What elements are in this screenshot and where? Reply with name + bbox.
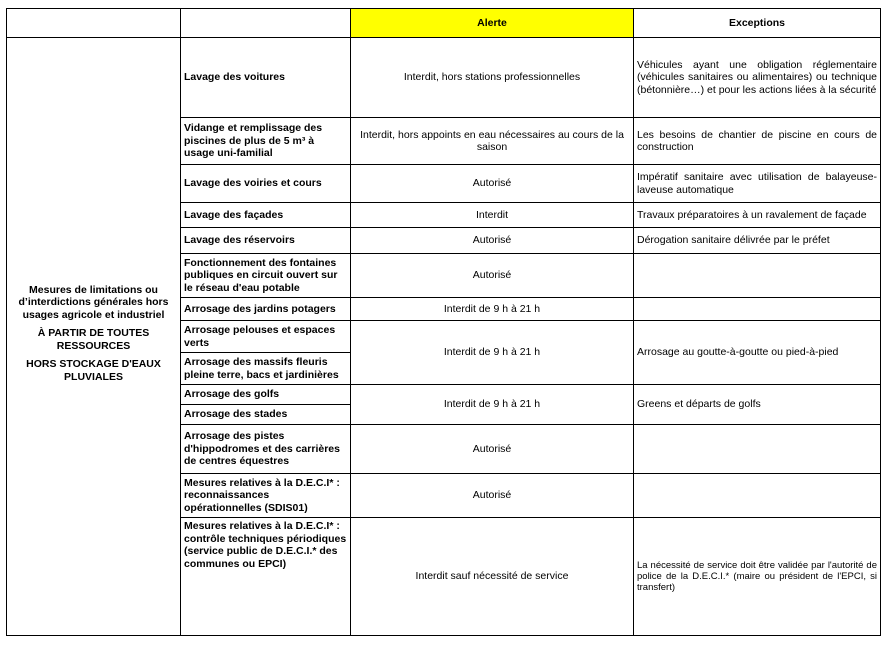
row-exceptions: Travaux préparatoires à un ravalement de façade — [634, 203, 881, 228]
restrictions-table — [6, 8, 881, 636]
row-alerte: Autorisé — [351, 254, 634, 298]
row-alerte: Interdit de 9 h à 21 h — [351, 298, 634, 321]
row-label: Lavage des voitures — [181, 38, 351, 118]
header-exceptions: Exceptions — [634, 9, 881, 38]
row-label: Mesures relatives à la D.E.C.I* : reconnaissances opérationnelles (SDIS01) — [181, 474, 351, 518]
header-alerte: Alerte — [351, 9, 634, 38]
category-cell — [7, 38, 181, 636]
row-alerte: Interdit sauf nécessité de service — [351, 518, 634, 636]
row-label: Arrosage des pistes d'hippodromes et des carrières de centres équestres — [181, 425, 351, 474]
row-exceptions: Véhicules ayant une obligation réglementaire (véhicules sanitaires ou alimentaires) ou technique (bétonnière…) et pour les actions liées à la sécurité — [634, 38, 881, 118]
row-label: Fonctionnement des fontaines publiques en circuit ouvert sur le réseau d'eau potable — [181, 254, 351, 298]
row-exceptions: Impératif sanitaire avec utilisation de balayeuse-laveuse automatique — [634, 165, 881, 203]
row-alerte: Autorisé — [351, 474, 634, 518]
header-row — [7, 9, 881, 38]
row-alerte: Interdit — [351, 203, 634, 228]
row-exceptions: Arrosage au goutte-à-goutte ou pied-à-pied — [634, 321, 881, 385]
row-label: Arrosage des stades — [181, 405, 351, 425]
row-alerte: Autorisé — [351, 425, 634, 474]
row-label: Vidange et remplissage des piscines de plus de 5 m³ à usage uni-familial — [181, 118, 351, 165]
row-label: Lavage des façades — [181, 203, 351, 228]
row-label: Lavage des réservoirs — [181, 228, 351, 254]
row-exceptions: Greens et départs de golfs — [634, 385, 881, 425]
row-alerte: Autorisé — [351, 165, 634, 203]
table-row — [7, 38, 881, 118]
row-alerte: Autorisé — [351, 228, 634, 254]
row-exceptions — [634, 474, 881, 518]
row-exceptions — [634, 254, 881, 298]
row-alerte: Interdit de 9 h à 21 h — [351, 385, 634, 425]
row-alerte: Interdit, hors stations professionnelles — [351, 38, 634, 118]
row-label: Mesures relatives à la D.E.C.I* : contrôle techniques périodiques (service public de D.E.C.I.* des communes ou EPCI) — [181, 518, 351, 636]
row-alerte: Interdit, hors appoints en eau nécessaires au cours de la saison — [351, 118, 634, 165]
category-line-2: À PARTIR DE TOUTES RESSOURCES — [37, 327, 150, 352]
row-label: Arrosage des golfs — [181, 385, 351, 405]
row-label: Arrosage des jardins potagers — [181, 298, 351, 321]
row-exceptions: Les besoins de chantier de piscine en cours de construction — [634, 118, 881, 165]
row-exceptions: La nécessité de service doit être validée par l'autorité de police de la D.E.C.I.* (maire ou président de l'EPCI, si transfert) — [634, 518, 881, 636]
row-exceptions — [634, 425, 881, 474]
row-label: Lavage des voiries et cours — [181, 165, 351, 203]
row-exceptions — [634, 298, 881, 321]
row-label: Arrosage pelouses et espaces verts — [181, 321, 351, 353]
row-label: Arrosage des massifs fleuris pleine terre, bacs et jardinières — [181, 353, 351, 385]
header-empty-1 — [7, 9, 181, 38]
category-line-3: HORS STOCKAGE D'EAUX PLUVIALES — [26, 358, 161, 383]
row-exceptions: Dérogation sanitaire délivrée par le préfet — [634, 228, 881, 254]
header-empty-2 — [181, 9, 351, 38]
category-line-1: Mesures de limitations ou d’interdictions générales hors usages agricole et industriel — [18, 283, 169, 321]
row-alerte: Interdit de 9 h à 21 h — [351, 321, 634, 385]
